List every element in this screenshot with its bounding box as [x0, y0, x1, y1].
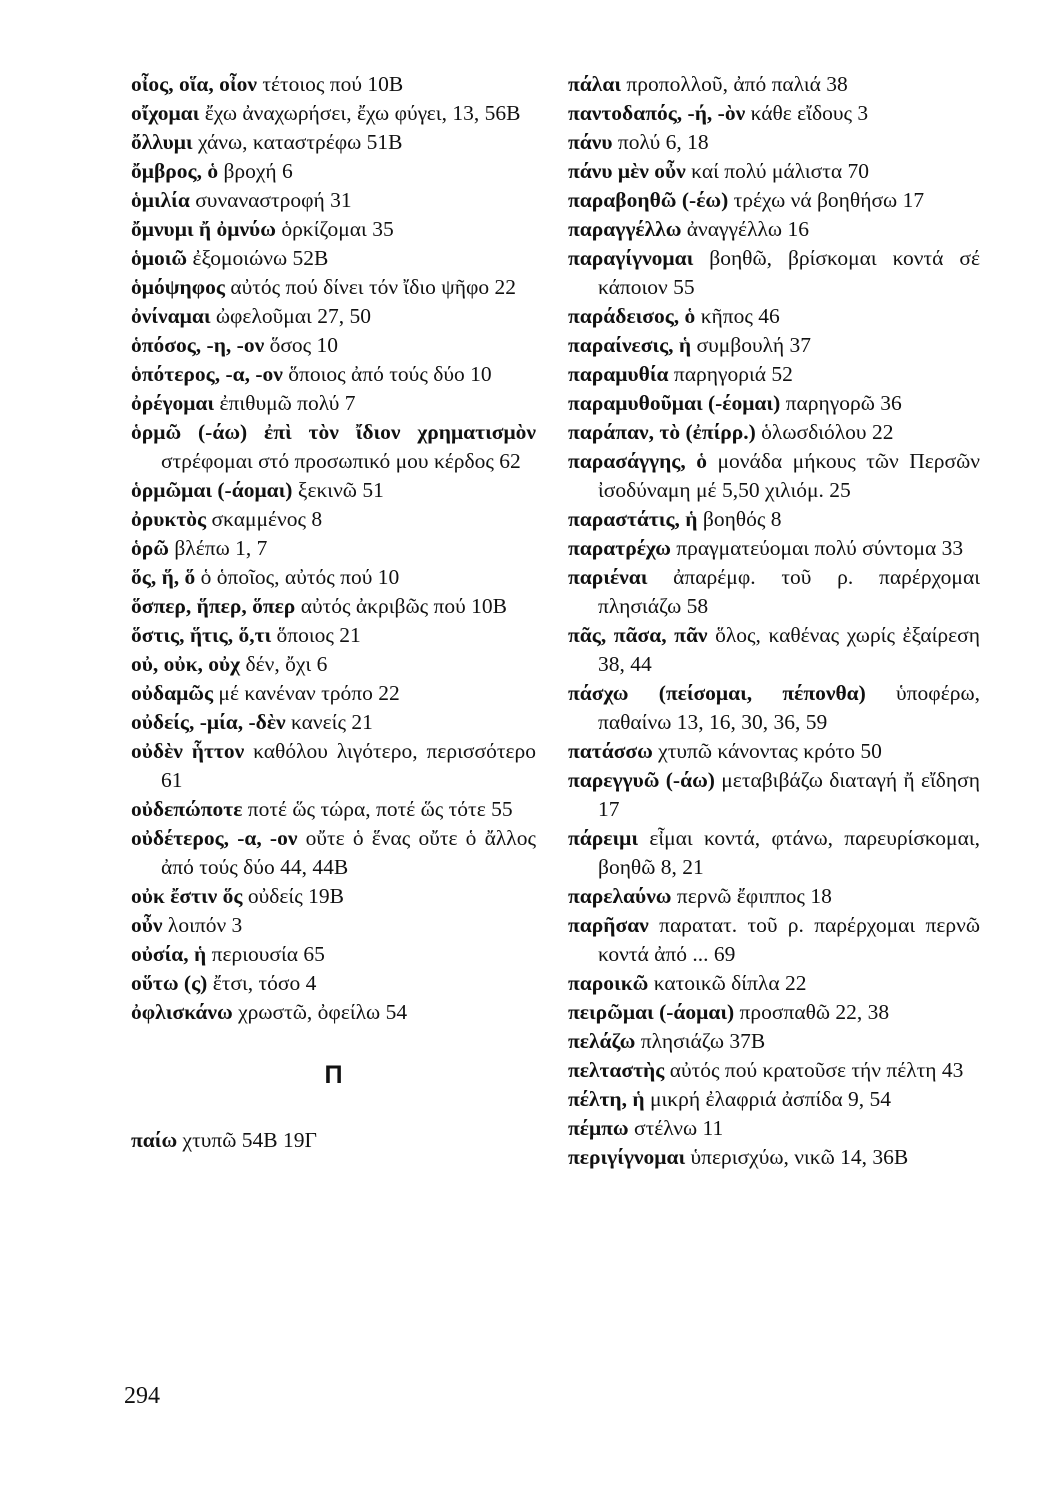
entry-headword: παραγγέλλω	[568, 217, 682, 241]
entry-gloss: δέν, ὄχι 6	[240, 652, 328, 676]
entry-headword: παραίνεσις, ἡ	[568, 333, 692, 357]
dictionary-entry	[131, 215, 536, 244]
entry-headword: οὐκ ἔστιν ὅς	[131, 884, 243, 908]
entry-headword: παραγίγνομαι	[568, 246, 694, 270]
dictionary-entry	[568, 679, 980, 737]
left-entry-list-o	[131, 70, 536, 1027]
entry-headword: παντοδαπός, -ή, -ὸν	[568, 101, 746, 125]
entry-gloss: χρωστῶ, ὀφείλω 54	[232, 1000, 408, 1024]
dictionary-entry	[131, 70, 536, 99]
entry-gloss: οὐδείς 19Β	[242, 884, 344, 908]
entry-headword: πάρειμι	[568, 826, 638, 850]
entry-gloss: παρηγορῶ 36	[780, 391, 902, 415]
entry-gloss: περνῶ ἔφιππος 18	[671, 884, 832, 908]
dictionary-entry	[131, 331, 536, 360]
entry-gloss: ὅσος 10	[264, 333, 339, 357]
entry-gloss: συμβουλή 37	[691, 333, 811, 357]
entry-gloss: πλησιάζω 37Β	[635, 1029, 766, 1053]
entry-gloss: αὐτός ἀκριβῶς πού 10Β	[295, 594, 507, 618]
entry-gloss: ἔχω ἀναχωρήσει, ἔχω φύγει, 13, 56Β	[199, 101, 521, 125]
entry-headword: ὄμνυμι ἤ ὀμνύω	[131, 217, 276, 241]
entry-gloss: καί πολύ μάλιστα 70	[685, 159, 870, 183]
entry-gloss: τέτοιος πού 10Β	[256, 72, 404, 96]
dictionary-entry	[568, 824, 980, 882]
entry-headword: παρασάγγης, ὁ	[568, 449, 708, 473]
entry-gloss: κάθε εἴδους 3	[745, 101, 869, 125]
entry-headword: οὐ, οὐκ, οὐχ	[131, 652, 241, 676]
entry-gloss: ποτέ ὥς τώρα, ποτέ ὥς τότε 55	[242, 797, 513, 821]
dictionary-entry	[131, 650, 536, 679]
entry-headword: οὐδὲν ἧττον	[131, 739, 245, 763]
entry-headword: παραστάτις, ἡ	[568, 507, 698, 531]
dictionary-entry	[568, 1114, 980, 1143]
dictionary-entry	[568, 621, 980, 679]
entry-gloss: αὐτός πού κρατοῦσε τήν πέλτη 43	[664, 1058, 964, 1082]
entry-headword: πελταστὴς	[568, 1058, 665, 1082]
dictionary-entry	[568, 534, 980, 563]
entry-gloss: ὠφελοῦμαι 27, 50	[210, 304, 371, 328]
dictionary-entry	[131, 244, 536, 273]
dictionary-entry	[568, 737, 980, 766]
dictionary-entry	[131, 592, 536, 621]
entry-gloss: χάνω, καταστρέφω 51Β	[192, 130, 403, 154]
dictionary-entry	[131, 708, 536, 737]
entry-headword: οὐδεπώποτε	[131, 797, 243, 821]
dictionary-entry	[568, 1056, 980, 1085]
dictionary-entry	[131, 505, 536, 534]
dictionary-entry	[568, 360, 980, 389]
entry-gloss: σκαμμένος 8	[206, 507, 323, 531]
entry-headword: παραμυθία	[568, 362, 669, 386]
entry-headword: ὄμβρος, ὁ	[131, 159, 219, 183]
entry-gloss: ἐξομοιώνω 52Β	[187, 246, 329, 270]
entry-headword: παρελαύνω	[568, 884, 672, 908]
dictionary-entry	[131, 273, 536, 302]
dictionary-entry	[568, 1027, 980, 1056]
entry-gloss: παρηγοριά 52	[668, 362, 793, 386]
dictionary-entry	[131, 476, 536, 505]
entry-gloss: βλέπω 1, 7	[168, 536, 268, 560]
entry-gloss: ξεκινῶ 51	[292, 478, 384, 502]
entry-gloss: ἀναγγέλλω 16	[681, 217, 809, 241]
entry-headword: παραμυθοῦμαι (-έομαι)	[568, 391, 781, 415]
entry-gloss: ὁ ὁποῖος, αὐτός πού 10	[195, 565, 400, 589]
entry-headword: ὄλλυμι	[131, 130, 193, 154]
entry-gloss: ὑποφέρω, παθαίνω 13, 16, 30, 36, 59	[598, 681, 980, 734]
entry-gloss: περιουσία 65	[206, 942, 325, 966]
entry-headword: παράπαν, τὸ (ἐπίρρ.)	[568, 420, 756, 444]
dictionary-entry	[131, 360, 536, 389]
entry-headword: ὀρυκτὸς	[131, 507, 207, 531]
entry-gloss: πολύ 6, 18	[612, 130, 709, 154]
dictionary-entry	[568, 99, 980, 128]
entry-headword: πελάζω	[568, 1029, 636, 1053]
entry-gloss: πραγματεύομαι πολύ σύντομα 33	[670, 536, 964, 560]
entry-gloss: στέλνω 11	[628, 1116, 724, 1140]
page-number: 294	[124, 1383, 160, 1409]
entry-gloss: ὁρκίζομαι 35	[275, 217, 394, 241]
entry-gloss: μέ κανέναν τρόπο 22	[213, 681, 400, 705]
entry-headword: ὁρῶ	[131, 536, 169, 560]
entry-gloss: ἐπιθυμῶ πολύ 7	[214, 391, 356, 415]
dictionary-entry	[568, 244, 980, 302]
entry-gloss: ἔτσι, τόσο 4	[207, 971, 317, 995]
entry-headword: ὀρέγομαι	[131, 391, 215, 415]
dictionary-entry	[131, 998, 536, 1027]
dictionary-entry	[568, 215, 980, 244]
entry-headword: παρατρέχω	[568, 536, 671, 560]
entry-gloss: προσπαθῶ 22, 38	[734, 1000, 890, 1024]
entry-gloss: κατοικῶ δίπλα 22	[648, 971, 807, 995]
dictionary-entry	[131, 389, 536, 418]
entry-headword: οὐδέτερος, -α, -ον	[131, 826, 298, 850]
entry-gloss: μικρή ἐλαφριά ἀσπίδα 9, 54	[644, 1087, 892, 1111]
dictionary-entry	[568, 969, 980, 998]
dictionary-entry	[568, 186, 980, 215]
entry-headword: πάνυ μὲν οὖν	[568, 159, 686, 183]
entry-gloss: χτυπῶ 54Β 19Γ	[177, 1128, 317, 1152]
dictionary-entry	[568, 331, 980, 360]
entry-gloss: παρατατ. τοῦ ρ. παρέρχομαι περνῶ κοντά ἀπό ... 69	[598, 913, 980, 966]
entry-gloss: μεταβιβάζω διαταγή ἤ εἴδηση 17	[598, 768, 980, 821]
entry-headword: πέλτη, ἡ	[568, 1087, 645, 1111]
dictionary-entry	[131, 969, 536, 998]
dictionary-entry	[131, 795, 536, 824]
entry-headword: ὁμόψηφος	[131, 275, 225, 299]
dictionary-entry	[568, 157, 980, 186]
entry-gloss: ὅλος, καθένας χωρίς ἐξαίρεση 38, 44	[598, 623, 980, 676]
entry-headword: πειρῶμαι (-άομαι)	[568, 1000, 735, 1024]
entry-gloss: εἶμαι κοντά, φτάνω, παρευρίσκομαι, βοηθῶ 8, 21	[598, 826, 980, 879]
entry-gloss: προπολλοῦ, ἀπό παλιά 38	[621, 72, 848, 96]
entry-headword: οὐδαμῶς	[131, 681, 214, 705]
entry-headword: ὅστις, ἥτις, ὅ,τι	[131, 623, 272, 647]
dictionary-entry	[131, 1126, 536, 1155]
entry-headword: οἶος, οἵα, οἶον	[131, 72, 257, 96]
dictionary-entry	[131, 157, 536, 186]
entry-gloss: ὅποιος ἀπό τούς δύο 10	[282, 362, 492, 386]
entry-gloss: αὐτός πού δίνει τόν ἴδιο ψῆφο 22	[224, 275, 516, 299]
entry-headword: ὁπόσος, -η, -ον	[131, 333, 265, 357]
dictionary-entry	[131, 418, 536, 476]
left-column	[131, 70, 536, 1155]
entry-headword: οὐσία, ἡ	[131, 942, 207, 966]
entry-headword: οὕτω (ς)	[131, 971, 208, 995]
entry-gloss: καθόλου λιγότερο, περισσότερο 61	[161, 739, 536, 792]
dictionary-entry	[568, 1143, 980, 1172]
entry-headword: ὁρμῶ (-άω) ἐπὶ τὸν ἴδιον χρηματισμὸν	[131, 420, 536, 444]
dictionary-entry	[131, 679, 536, 708]
dictionary-entry	[568, 128, 980, 157]
dictionary-entry	[568, 766, 980, 824]
entry-gloss: χτυπῶ κάνοντας κρότο 50	[652, 739, 882, 763]
entry-gloss: βοηθός 8	[697, 507, 782, 531]
left-entry-list-p	[131, 1126, 536, 1155]
entry-gloss: οὔτε ὁ ἕνας οὔτε ὁ ἄλλος ἀπό τούς δύο 44, 44Β	[161, 826, 536, 879]
entry-headword: πάσχω (πείσομαι, πέπονθα)	[568, 681, 866, 705]
dictionary-entry	[131, 563, 536, 592]
entry-gloss: ἀπαρέμφ. τοῦ ρ. παρέρχομαι πλησιάζω 58	[598, 565, 980, 618]
dictionary-entry	[131, 186, 536, 215]
entry-headword: ὅσπερ, ἥπερ, ὅπερ	[131, 594, 296, 618]
entry-headword: παροικῶ	[568, 971, 649, 995]
entry-headword: παριέναι	[568, 565, 648, 589]
entry-headword: ὀνίναμαι	[131, 304, 211, 328]
entry-headword: παρεγγυῶ (-άω)	[568, 768, 715, 792]
dictionary-entry	[568, 882, 980, 911]
entry-gloss: λοιπόν 3	[162, 913, 243, 937]
dictionary-entry	[131, 534, 536, 563]
dictionary-entry	[131, 911, 536, 940]
entry-headword: παραβοηθῶ (-έω)	[568, 188, 729, 212]
dictionary-entry	[131, 621, 536, 650]
entry-gloss: μονάδα μήκους τῶν Περσῶν ἰσοδύναμη μέ 5,50 χιλιόμ. 25	[598, 449, 980, 502]
entry-gloss: κῆπος 46	[695, 304, 780, 328]
entry-gloss: κανείς 21	[285, 710, 373, 734]
right-column	[568, 70, 980, 1172]
right-entry-list	[568, 70, 980, 1172]
entry-headword: παίω	[131, 1128, 178, 1152]
entry-headword: ὁμιλία	[131, 188, 190, 212]
entry-headword: οὐδείς, -μία, -δὲν	[131, 710, 286, 734]
entry-headword: οἴχομαι	[131, 101, 200, 125]
entry-headword: παρῆσαν	[568, 913, 649, 937]
dictionary-entry	[131, 99, 536, 128]
entry-headword: πάνυ	[568, 130, 613, 154]
entry-headword: ὁμοιῶ	[131, 246, 188, 270]
dictionary-entry	[568, 418, 980, 447]
entry-headword: πᾶς, πᾶσα, πᾶν	[568, 623, 708, 647]
entry-headword: πατάσσω	[568, 739, 653, 763]
dictionary-entry	[568, 389, 980, 418]
dictionary-entry	[568, 911, 980, 969]
dictionary-entry	[131, 882, 536, 911]
dictionary-entry	[131, 737, 536, 795]
dictionary-entry	[131, 824, 536, 882]
entry-gloss: συναναστροφή 31	[189, 188, 352, 212]
dictionary-entry	[568, 563, 980, 621]
entry-headword: πέμπω	[568, 1116, 629, 1140]
entry-gloss: ὑπερισχύω, νικῶ 14, 36Β	[685, 1145, 909, 1169]
entry-gloss: τρέχω νά βοηθήσω 17	[728, 188, 925, 212]
dictionary-entry	[568, 1085, 980, 1114]
dictionary-entry	[568, 998, 980, 1027]
dictionary-entry	[568, 70, 980, 99]
entry-headword: ὁπότερος, -α, -ον	[131, 362, 283, 386]
entry-headword: παράδεισος, ὁ	[568, 304, 696, 328]
entry-gloss: βροχή 6	[218, 159, 293, 183]
dictionary-entry	[568, 505, 980, 534]
entry-gloss: ὁλωσδιόλου 22	[755, 420, 894, 444]
entry-gloss: βοηθῶ, βρίσκομαι κοντά σέ κάποιον 55	[598, 246, 980, 299]
entry-gloss: στρέφομαι στό προσωπικό μου κέρδος 62	[161, 449, 521, 473]
entry-headword: οὖν	[131, 913, 163, 937]
dictionary-entry	[131, 940, 536, 969]
entry-headword: περιγίγνομαι	[568, 1145, 686, 1169]
dictionary-entry	[568, 302, 980, 331]
entry-headword: ὀφλισκάνω	[131, 1000, 233, 1024]
dictionary-entry	[568, 447, 980, 505]
entry-headword: ὁρμῶμαι (-άομαι)	[131, 478, 293, 502]
entry-headword: πάλαι	[568, 72, 622, 96]
dictionary-entry	[131, 302, 536, 331]
section-letter: Π	[324, 1061, 343, 1089]
dictionary-entry	[131, 128, 536, 157]
entry-gloss: ὅποιος 21	[271, 623, 361, 647]
entry-headword: ὅς, ἥ, ὅ	[131, 565, 196, 589]
